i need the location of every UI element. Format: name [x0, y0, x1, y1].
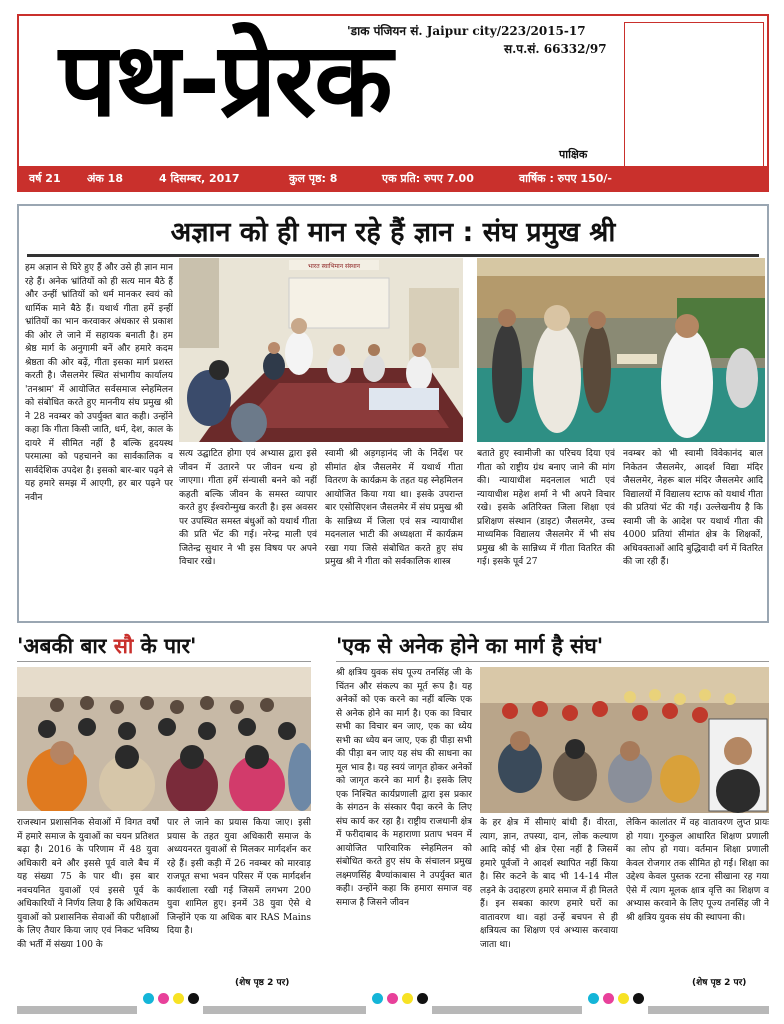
issue-info-bar: [19, 166, 767, 190]
single-price: एक प्रति: रुपए 7.00: [382, 171, 474, 185]
story3-headline: 'एक से अनेक होने का मार्ग है संघ': [336, 634, 604, 658]
color-marks-1: [143, 993, 199, 1004]
issue: अंक 18: [87, 171, 123, 185]
footer-bar-left: [17, 1006, 137, 1014]
page-count: कुल पृष्ठ: 8: [289, 171, 338, 185]
lead-column-2: सत्य उद्घाटित होगा एवं अभ्यास द्वारा इसे जीवन में उतारने पर जीवन धन्य हो जाएगा। गीता हमें संन्यासी बनने को नहीं कहती बल्कि जीवन के समस्त व्यापार करते हुए ईश्वरोन्मुख करती है। इस अवसर पर उपस्थित समस्त बंधुओं को यथार्थ गीता की प्रति भेंट की गई। नरेन्द्र माली एवं जितेन्द्र सुथार ने भी इस विषय पर अपने विचार रखे।: [179, 449, 317, 567]
footer-bar-mid1: [203, 1006, 366, 1014]
lead-headline: अज्ञान को ही मान रहे हैं ज्ञान : संघ प्रमुख श्री: [170, 217, 616, 248]
story2-continued: (शेष पृष्ठ 2 पर): [235, 978, 290, 988]
story2-headline-end: के पार': [133, 634, 197, 658]
color-marks-3: [588, 993, 644, 1004]
banner-text: भारत स्वाभिमान संस्थान: [308, 263, 360, 270]
lead-column-5: नवम्बर को भी स्वामी विवेकानंद बाल निकेतन जैसलमेर, आदर्श विद्या मंदिर जैसलमेर, नेहरू बाल मंदिर जैसलमेर आदि विद्यालयों में विद्यालय स्टाफ को यथार्थ गीता की प्रतियां भेंट की गईं। उल्लेखनीय है कि स्वामी जी के आदेश पर यथार्थ गीता की 4000 प्रतियां सीमांत क्षेत्र के शिक्षकों, अधिवक्ताओं आदि बुद्धिवादी वर्ग में वितरित की जा रही हैं।: [623, 449, 763, 567]
lead-column-1: हम अज्ञान से घिरे हुए हैं और उसे ही ज्ञान मान रहे हैं। अनेक भ्रांतियों को ही सत्य मान बैठे हैं और उन्हीं भ्रांतियों को धर्म मानकर स्वयं को धार्मिक माने बैठे हैं। यथार्थ गीता हमें इन्हीं भ्रांतियों का भान करवाकर अंधकार से प्रकाश की ओर ले जाने में सहायक बनाती है। हम श्रेष्ठ मार्ग के अनुगामी बनें और हमारे कदम श्रेष्ठता की ओर बढ़ें, गीता इसका मार्ग प्रशस्त करती है। जैसलमेर स्थित संभागीय कार्यालय 'तनश्राम' में आयोजित सर्वसमाज स्नेहमिलन को संबोधित करते हुए माननीय संघ प्रमुख श्री ने 28 नवम्बर को उपर्युक्त बात कही। उन्होंने कहा कि गीता किसी जाति, धर्म, देश, काल के दायरे में सीमित नहीं है बल्कि हृदयस्थ परमात्मा को पहचानने का सार्वकालिक व सार्वदेशिक उपदेश है। इसको बार-बार पढ़ने से यह हमारे समझ में आएगी, हर बार पढ़ने पर नवीन: [25, 263, 173, 503]
postal-number: स.प.सं. 66332/97: [504, 42, 607, 56]
story2-headline: [17, 632, 196, 660]
gathering-photo: [480, 667, 769, 813]
felicitation-photo: [477, 258, 765, 442]
frequency-label: पाक्षिक: [559, 148, 588, 161]
story3-rule: [336, 661, 769, 662]
workshop-photo: [17, 667, 311, 811]
story3-column-2: के हर क्षेत्र में सीमाएं बांधी हैं। वीरता, त्याग, ज्ञान, तपस्या, दान, लोक कल्याण आदि कोई भी क्षेत्र ऐसा नहीं है जिसमें हमारे पूर्वजों ने आदर्श स्थापित नहीं किया है। सिर कटने के बाद भी 14-14 मील लड़ने के उदाहरण हमारे समाज में ही मिलते हैं। इन सबका कारण हमारे घरों का वातावरण था। वहां उन्हें बचपन से ही क्षत्रियत्व का शिक्षण एवं अभ्यास करवाया जाता था।: [480, 818, 618, 950]
footer-bar-right: [648, 1006, 769, 1014]
ad-box: [624, 22, 764, 167]
story2-column-1: राजस्थान प्रशासनिक सेवाओं में विगत वर्षों में हमारे समाज के युवाओं का चयन प्रतिशत बढ़ा है। 2016 के परिणाम में 48 युवा अधिकारी बने और इससे पूर्व वाले बैच में यह संख्या 75 के पार थी। इस बार नवचयनित युवाओं एवं इससे पूर्व के अधिकारियों ने निर्णय लिया है कि अधिकतम युवाओं को प्रशासनिक सेवाओं की परीक्षाओं के लिए तैयार किया जाए एवं निकट भविष्य की भर्ती में संख्या 100 के: [17, 818, 159, 950]
registration-number: 'डाक पंजियन सं. Jaipur city/223/2015-17: [347, 24, 586, 38]
story3-continued: (शेष पृष्ठ 2 पर): [692, 978, 747, 988]
story3-column-3: लेकिन कालांतर में वह वातावरण लुप्त प्रायः हो गया। गुरुकुल आधारित शिक्षण प्रणाली का लोप हो गया। वर्तमान शिक्षा प्रणाली केवल रोजगार तक सीमित हो गई। शिक्षा का उद्देश्य केवल पुस्तक रटना सीखाना रह गया ऐसे में त्याग मूलक क्षात्र वृत्ति का शिक्षण व अभ्यास करवाने के लिए पूज्य तनसिंह जी ने श्री क्षत्रिय युवक संघ की स्थापना की।: [626, 818, 769, 923]
story2-rule: [17, 661, 311, 662]
story2-headline-highlight: सौ: [113, 634, 134, 658]
lead-column-4: बताते हुए स्वामीजी का परिचय दिया एवं गीता को राष्ट्रीय ग्रंथ बनाए जाने की मांग की। न्यायाधीश मदनलाल भाटी एवं न्यायाधीश महेश शर्मा ने भी अपने विचार रखे। इसके अतिरिक्त जिला शिक्षा एवं प्रशिक्षण संस्थान (डाइट) जैसलमेर, उच्च माध्यमिक विद्यालय जैसलमेर में भी संघ प्रमुख श्री के सान्निध्य में गीता वितरित की गई। इसके पूर्व 27: [477, 449, 615, 567]
story3-column-1: श्री क्षत्रिय युवक संघ पूज्य तनसिंह जी के चिंतन और संकल्प का मूर्त रूप है। यह अनेकों को एक करने का नहीं बल्कि एक से अनेक होने का मार्ग है। एक का विचार सभी का विचार बन जाए, एक का ध्येय सभी का ध्येय बन जाए, एक ही पीड़ा सभी की पीड़ा बन जाए यह संघ की साधना का मूल भाव है। यह स्वयं जागृत होकर अनेकों को जागृत करने का मार्ग है। इसके लिए एक निश्चित कार्यप्रणाली द्वारा इस प्रकार के संगठन के संस्कार पैदा करने के लिए संघ कार्य कर रहा है। राष्ट्रीय राजधानी क्षेत्र में फरीदाबाद के महाराणा प्रताप भवन में आयोजित पारिवारिक स्नेहमिलन को संबोधित करते हुए संघ के संचालन प्रमुख लक्ष्मणसिंह बैण्यांकाबास ने उपर्युक्त बात कही। उन्होंने कहा कि हमारा समाज वह समाज है जिसने जीवन: [336, 668, 472, 908]
meeting-photo: [179, 258, 463, 442]
issue-date: 4 दिसम्बर, 2017: [159, 171, 240, 185]
color-marks-2: [372, 993, 428, 1004]
headline-rule: [27, 254, 759, 257]
annual-price: वार्षिक : रुपए 150/-: [519, 171, 612, 185]
volume: वर्ष 21: [29, 171, 61, 185]
story2-headline-start: 'अबकी बार: [17, 634, 114, 658]
story2-column-2: पार ले जाने का प्रयास किया जाए। इसी प्रयास के तहत युवा अधिकारी समाज के अध्ययनरत युवाओं से मिलकर मार्गदर्शन कर रहे हैं। इसी कड़ी में 26 नवम्बर को मारवाड़ राजपूत सभा भवन परिसर में एक मार्गदर्शन कार्यशाला रखी गई जिसमें लगभग 200 युवा शामिल हुए। इनमें 38 युवा ऐसे थे जिन्होंने एक या अधिक बार RAS Mains दिया है।: [167, 818, 311, 936]
lead-story: [17, 204, 769, 623]
newspaper-title: पथ-प्रेरक: [59, 21, 391, 140]
lead-column-3: स्वामी श्री अड़गड़ानंद जी के निर्देश पर सीमांत क्षेत्र जैसलमेर में यथार्थ गीता वितरण के कार्यक्रम के तहत यह स्नेहमिलन आयोजित किया गया था। इसके उपरान्त बार एसोसिएशन जैसलमेर में संघ प्रमुख श्री के सान्निध्य में जिला एवं सत्र न्यायाधीश मदनलाल भाटी की अध्यक्षता में कार्यक्रम रखा गया जिसे संबोधित करते हुए संघ प्रमुख श्री ने गीता को सर्वकालिक शास्त्र: [325, 449, 463, 567]
footer-bar-mid2: [432, 1006, 582, 1014]
masthead: [17, 14, 769, 192]
